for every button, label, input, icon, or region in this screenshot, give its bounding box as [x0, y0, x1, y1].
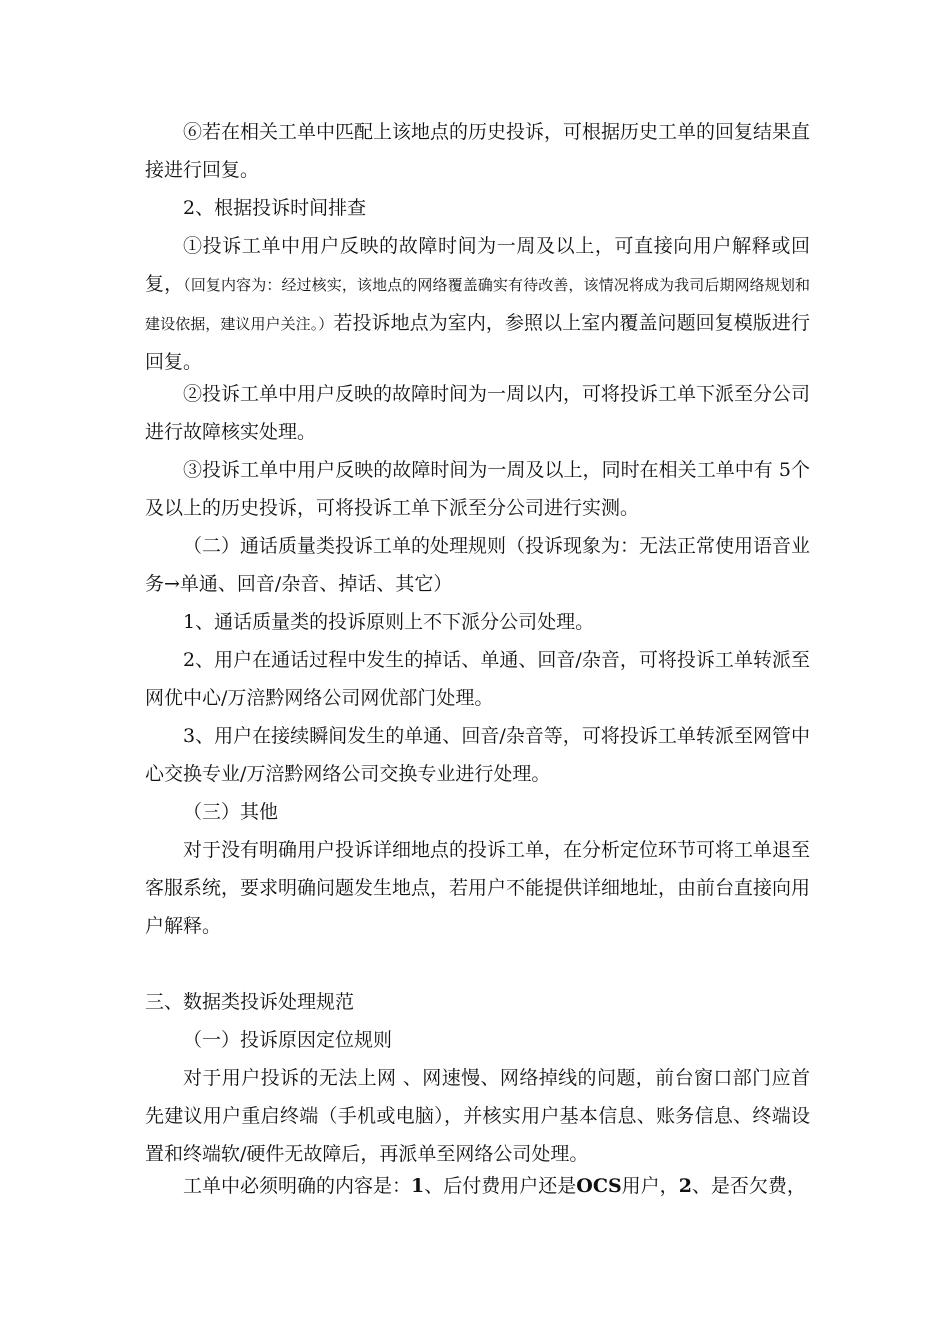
section-other-heading: （三）其他	[183, 801, 279, 823]
paragraph-call-quality-rule-3: 3、用户在接续瞬间发生的单通、回音/杂音等，可将投诉工单转派至网管中心交换专业/万涪黔网络公司交换专业进行处理。	[145, 725, 810, 785]
paragraph-over-week	[145, 227, 810, 381]
section-call-quality-heading: （二）通话质量类投诉工单的处理规则（投诉现象为：无法正常使用语音业务→单通、回音/杂音、掉话、其它）	[145, 535, 811, 595]
over-week-reply-content: （回复内容为：经过核实，该地点的网络覆盖确实有待改善，该情况将成为我司后期网络规划和建设依据，建议用户关注。）	[145, 276, 810, 333]
paragraph-within-week: ②投诉工单中用户反映的故障时间为一周以内，可将投诉工单下派至分公司进行故障核实处理。	[145, 383, 811, 443]
required-item-number-2: 2	[678, 1175, 692, 1197]
section-data-complaint-heading: 三、数据类投诉处理规范	[145, 991, 355, 1013]
paragraph-history-reply: ⑥若在相关工单中匹配上该地点的历史投诉，可根据历史工单的回复结果直接进行回复。	[145, 121, 811, 181]
section-cause-location-heading: （一）投诉原因定位规则	[183, 1029, 393, 1051]
required-item-2-text: 、是否欠费，	[691, 1175, 806, 1197]
paragraph-ticket-required-content	[145, 1167, 810, 1205]
over-week-tail: 若投诉地点为室内，参照以上室内覆盖问题回复模版进行回复。	[145, 312, 810, 373]
paragraph-call-quality-rule-2: 2、用户在通话过程中发生的掉话、单通、回音/杂音，可将投诉工单转派至网优中心/万涪黔网络公司网优部门处理。	[145, 649, 810, 709]
paragraph-data-complaint-rule: 对于用户投诉的无法上网 、网速慢、网络掉线的问题，前台窗口部门应首先建议用户重启终端（手机或电脑），并核实用户基本信息、账务信息、终端设置和终端软/硬件无故障后，再派单至网络公司处理。	[145, 1067, 810, 1165]
required-item-1-text: 、后付费用户还是	[424, 1175, 577, 1197]
required-content-lead: 工单中必须明确的内容是：	[183, 1175, 412, 1197]
paragraph-five-history: ③投诉工单中用户反映的故障时间为一周及以上，同时在相关工单中有 5个及以上的历史投诉，可将投诉工单下派至分公司进行实测。	[145, 459, 810, 519]
required-item-1-tail: 用户，	[621, 1175, 679, 1197]
paragraph-no-address: 对于没有明确用户投诉详细地点的投诉工单，在分析定位环节可将工单退至客服系统，要求明确问题发生地点，若用户不能提供详细地址，由前台直接向用户解释。	[145, 839, 811, 937]
required-item-ocs: OCS	[576, 1175, 622, 1197]
paragraph-call-quality-rule-1: 1、通话质量类的投诉原则上不下派分公司处理。	[183, 611, 595, 633]
paragraph-time-check-title: 2、根据投诉时间排查	[183, 197, 367, 219]
required-item-number-1: 1	[411, 1175, 425, 1197]
over-week-main: ①投诉工单中用户反映的故障时间为一周及以上，可直接向用户解释或回复，	[145, 235, 810, 295]
